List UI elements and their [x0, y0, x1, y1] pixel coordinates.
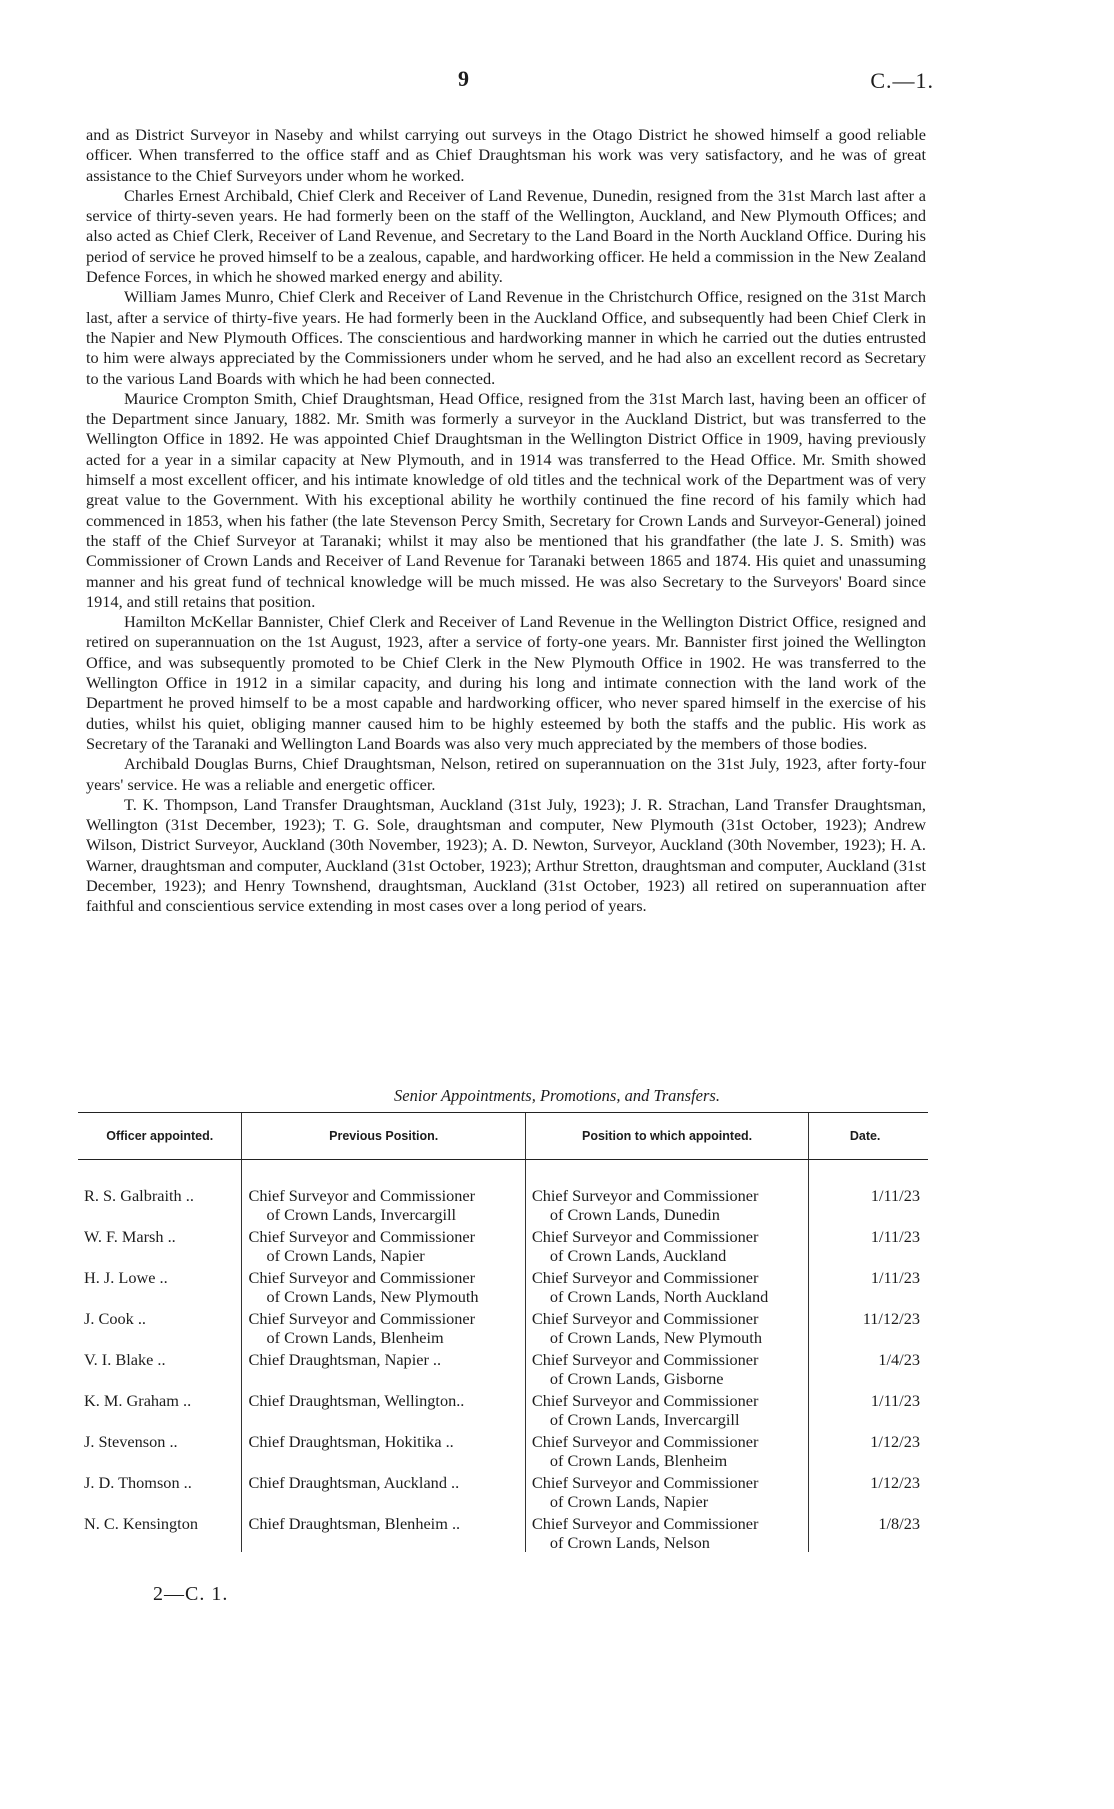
previous-position-cell: Chief Draughtsman, Auckland .. — [242, 1470, 525, 1511]
column-header-appointed: Position to which appointed. — [525, 1113, 808, 1160]
appointed-line-1: Chief Surveyor and Commissioner — [531, 1514, 759, 1533]
appointed-line-1: Chief Surveyor and Commissioner — [531, 1186, 759, 1205]
date-cell: 1/11/23 — [809, 1160, 928, 1225]
appointed-line-1: Chief Surveyor and Commissioner — [531, 1268, 759, 1287]
paragraph-archibald: Charles Ernest Archibald, Chief Clerk and Receiver of Land Revenue, Dunedin, resigned from the 31st March last after a service of thirty-seven years. He had formerly been on the staff of the Wellington, Auckland, and New Plymouth Offices; and also acted as Chief Clerk, Receiver of Land Revenue, and Secretary to the Land Board in the North Auckland Office. During his period of service he proved himself to be a zealous, capable, and hardworking officer. He held a commission in the New Zealand Defence Forces, in which he showed marked energy and ability. — [86, 185, 926, 287]
date-cell: 1/12/23 — [809, 1429, 928, 1470]
previous-position-cell — [242, 1265, 525, 1306]
previous-line-1: Chief Surveyor and Commissioner — [248, 1309, 476, 1328]
section-heading: Senior Appointments, Promotions, and Transfers. — [394, 1086, 720, 1105]
appointed-line-1: Chief Surveyor and Commissioner — [531, 1350, 759, 1369]
officer-cell: J. D. Thomson .. — [84, 1473, 192, 1492]
previous-position-cell: Chief Draughtsman, Hokitika .. — [242, 1429, 525, 1470]
body-text — [86, 125, 926, 917]
paragraph-bannister: Hamilton McKellar Bannister, Chief Clerk and Receiver of Land Revenue in the Wellington District Office, resigned and retired on superannuation on the 1st August, 1923, after a service of forty-one years. Mr. Bannister first joined the Wellington Office, and was subsequently promoted to be Chief Clerk in the New Plymouth Office in 1902. He was transferred to the Wellington Office in 1912 in a similar capacity, and during his long and intimate connection with the land work of the Department he proved himself to be a most capable and hardworking officer, who never spared himself in the exercise of his duties, whilst his quiet, obliging manner caused him to be highly esteemed by both the staffs and the public. His work as Secretary of the Taranaki and Wellington Land Boards was also very much appreciated by the members of those bodies. — [86, 612, 926, 753]
table-header-row — [78, 1113, 928, 1160]
appointed-position-cell — [525, 1388, 808, 1429]
table-row — [78, 1429, 928, 1470]
table-row — [78, 1470, 928, 1511]
column-header-previous: Previous Position. — [242, 1113, 525, 1160]
appointed-line-2: of Crown Lands, Napier — [549, 1492, 709, 1511]
appointed-position-cell — [525, 1224, 808, 1265]
table-row — [78, 1347, 928, 1388]
previous-position-cell: Chief Draughtsman, Napier .. — [242, 1347, 525, 1388]
appointed-line-2: of Crown Lands, North Auckland — [549, 1287, 769, 1306]
previous-position-cell: Chief Draughtsman, Wellington.. — [242, 1388, 525, 1429]
appointed-line-2: of Crown Lands, Nelson — [549, 1533, 710, 1552]
table-row — [78, 1265, 928, 1306]
appointed-position-cell — [525, 1511, 808, 1552]
appointed-line-2: of Crown Lands, Invercargill — [549, 1410, 740, 1429]
table-row — [78, 1160, 928, 1225]
table-row — [78, 1306, 928, 1347]
officer-cell: K. M. Graham .. — [84, 1391, 192, 1410]
previous-line-1: Chief Surveyor and Commissioner — [248, 1268, 476, 1287]
paragraph-continuation: and as District Surveyor in Naseby and whilst carrying out surveys in the Otago District he showed himself a good reliable officer. When transferred to the office staff and as Chief Draughtsman his work was very satisfactory, and he was of great assistance to the Chief Surveyors under whom he worked. — [86, 125, 926, 185]
officer-cell: R. S. Galbraith .. — [84, 1186, 194, 1205]
appointed-line-1: Chief Surveyor and Commissioner — [531, 1432, 759, 1451]
appointed-position-cell — [525, 1470, 808, 1511]
date-cell: 1/11/23 — [809, 1388, 928, 1429]
date-cell: 1/11/23 — [809, 1265, 928, 1306]
paragraph-munro: William James Munro, Chief Clerk and Receiver of Land Revenue in the Christchurch Office, resigned on the 31st March last, after a service of thirty-five years. He had formerly been in the Auckland Office, and subsequently had been Chief Clerk in the Napier and New Plymouth Offices. The conscientious and hardworking manner in which he carried out the duties entrusted to him were always appreciated by the Commissioners under whom he served, and he had also an excellent record as Secretary to the various Land Boards with which he had been connected. — [86, 287, 926, 388]
appointed-position-cell — [525, 1347, 808, 1388]
appointments-table — [78, 1112, 928, 1552]
paragraph-burns: Archibald Douglas Burns, Chief Draughtsman, Nelson, retired on superannuation on the 31st July, 1923, after forty-four years' service. He was a reliable and energetic officer. — [86, 754, 926, 794]
table-row — [78, 1511, 928, 1552]
date-cell: 1/12/23 — [809, 1470, 928, 1511]
previous-position-cell — [242, 1160, 525, 1225]
sheet-number: 2—C. 1. — [153, 1583, 229, 1605]
report-code: C.—1. — [870, 68, 934, 93]
appointed-line-1: Chief Surveyor and Commissioner — [531, 1473, 759, 1492]
officer-cell: N. C. Kensington — [84, 1514, 198, 1533]
previous-position-cell — [242, 1224, 525, 1265]
appointed-position-cell — [525, 1160, 808, 1225]
officer-cell: W. F. Marsh .. — [84, 1227, 176, 1246]
paragraph-retirements: T. K. Thompson, Land Transfer Draughtsman, Auckland (31st July, 1923); J. R. Strachan, Land Transfer Draughtsman, Wellington (31st December, 1923); T. G. Sole, draughtsman and computer, New Plymouth (31st October, 1923); Andrew Wilson, District Surveyor, Auckland (30th November, 1923); A. D. Newton, Surveyor, Auckland (30th November, 1923); H. A. Warner, draughtsman and computer, Auckland (31st October, 1923); Arthur Stretton, draughtsman and computer, Auckland (31st December, 1923); and Henry Townshend, draughtsman, Auckland (31st October, 1923) all retired on superannuation after faithful and conscientious service extending in most cases over a long period of years. — [86, 794, 926, 916]
paragraph-smith: Maurice Crompton Smith, Chief Draughtsman, Head Office, resigned from the 31st March last, having been an officer of the Department since January, 1882. Mr. Smith was formerly a surveyor in the Auckland District, but was transferred to the Wellington Office in 1892. He was appointed Chief Draughtsman in the Wellington District Office in 1909, having previously acted for a year in a similar capacity at New Plymouth, and in 1914 was transferred to the Head Office. Mr. Smith showed himself a most excellent officer, and his intimate knowledge of old titles and the technical work of the Department was of very great value to the Government. With his exceptional ability he worthily continued the fine record of his family which had commenced in 1853, when his father (the late Stevenson Percy Smith, Secretary for Crown Lands and Surveyor-General) joined the staff of the Chief Surveyor at Taranaki; whilst it may also be mentioned that his grandfather (the late J. S. Smith) was Commissioner of Crown Lands and Receiver of Land Revenue for Taranaki between 1865 and 1874. His quiet and unassuming manner and his great fund of technical knowledge will be much missed. He was also Secretary to the Surveyors' Board since 1914, and still retains that position. — [86, 388, 926, 611]
previous-line-1: Chief Surveyor and Commissioner — [248, 1186, 476, 1205]
appointed-line-2: of Crown Lands, Gisborne — [549, 1369, 724, 1388]
date-cell: 11/12/23 — [809, 1306, 928, 1347]
date-cell: 1/8/23 — [809, 1511, 928, 1552]
previous-position-cell: Chief Draughtsman, Blenheim .. — [242, 1511, 525, 1552]
officer-cell: H. J. Lowe .. — [84, 1268, 168, 1287]
table-row — [78, 1224, 928, 1265]
officer-cell: J. Cook .. — [84, 1309, 146, 1328]
column-header-date: Date. — [809, 1113, 928, 1160]
officer-cell: J. Stevenson .. — [84, 1432, 178, 1451]
page-header — [0, 66, 1114, 96]
appointed-line-1: Chief Surveyor and Commissioner — [531, 1391, 759, 1410]
appointed-line-2: of Crown Lands, Blenheim — [549, 1451, 728, 1470]
appointed-line-1: Chief Surveyor and Commissioner — [531, 1309, 759, 1328]
date-cell: 1/4/23 — [809, 1347, 928, 1388]
appointed-line-1: Chief Surveyor and Commissioner — [531, 1227, 759, 1246]
previous-line-2: of Crown Lands, Napier — [266, 1246, 425, 1265]
previous-line-1: Chief Surveyor and Commissioner — [248, 1227, 476, 1246]
appointed-line-2: of Crown Lands, Dunedin — [549, 1205, 720, 1224]
previous-position-cell — [242, 1306, 525, 1347]
appointed-line-2: of Crown Lands, New Plymouth — [549, 1328, 762, 1347]
officer-cell: V. I. Blake .. — [84, 1350, 166, 1369]
previous-line-2: of Crown Lands, New Plymouth — [266, 1287, 479, 1306]
page-number: 9 — [458, 66, 469, 91]
previous-line-2: of Crown Lands, Blenheim — [266, 1328, 444, 1347]
appointed-position-cell — [525, 1306, 808, 1347]
column-header-officer: Officer appointed. — [78, 1113, 242, 1160]
previous-line-2: of Crown Lands, Invercargill — [266, 1205, 457, 1224]
table-row — [78, 1388, 928, 1429]
appointed-position-cell — [525, 1429, 808, 1470]
appointed-position-cell — [525, 1265, 808, 1306]
appointed-line-2: of Crown Lands, Auckland — [549, 1246, 727, 1265]
date-cell: 1/11/23 — [809, 1224, 928, 1265]
